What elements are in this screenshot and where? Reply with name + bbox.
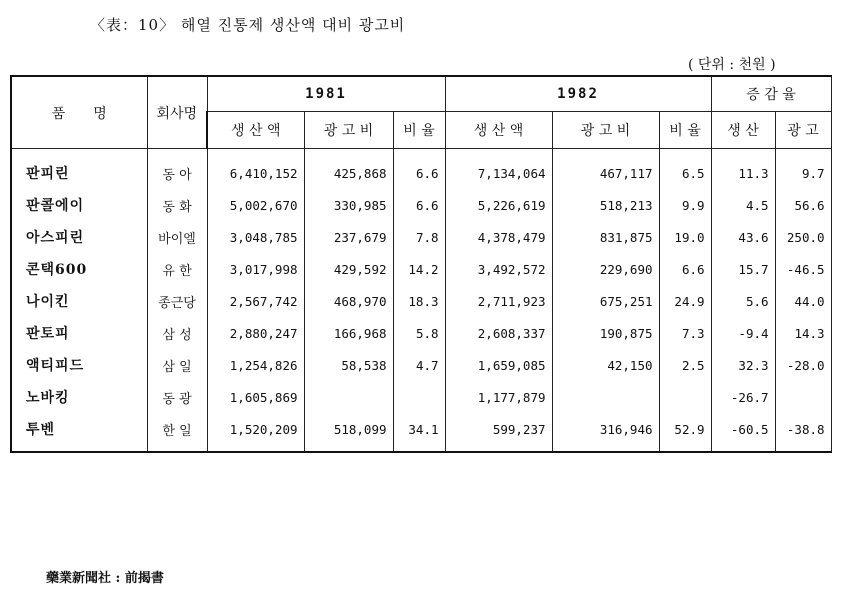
cell-production-1981: 3,048,785	[207, 221, 304, 253]
cell-company: 바이엘	[147, 221, 207, 253]
cell-product: 나이킨	[11, 285, 147, 317]
header-production-1981: 생 산 액	[207, 112, 304, 149]
cell-ratio-1982: 19.0	[659, 221, 711, 253]
cell-product: 콘택600	[11, 253, 147, 285]
cell-production-1982: 5,226,619	[445, 189, 552, 221]
cell-company: 한 일	[147, 413, 207, 452]
cell-product: 판피린	[11, 149, 147, 190]
table-row	[11, 349, 831, 381]
unit-label: ( 단위 : 천원 )	[688, 57, 776, 73]
cell-production-1982: 599,237	[445, 413, 552, 452]
cell-production-1981: 2,880,247	[207, 317, 304, 349]
cell-product: 아스피린	[11, 221, 147, 253]
table-row	[11, 189, 831, 221]
cell-ad-cost-1981: 237,679	[304, 221, 393, 253]
table-title: 〈表：10〉 해열 진통제 생산액 대비 광고비	[90, 16, 406, 34]
cell-ratio-1982: 6.5	[659, 149, 711, 190]
cell-change-production: -60.5	[711, 413, 775, 452]
cell-ad-cost-1981: 468,970	[304, 285, 393, 317]
cell-change-production: 43.6	[711, 221, 775, 253]
table-row	[11, 285, 831, 317]
cell-product: 판토피	[11, 317, 147, 349]
cell-change-ad: 250.0	[775, 221, 831, 253]
cell-change-ad: 56.6	[775, 189, 831, 221]
cell-change-production: 15.7	[711, 253, 775, 285]
cell-ratio-1981: 6.6	[393, 149, 445, 190]
cell-product: 판콜에이	[11, 189, 147, 221]
cell-company: 삼 일	[147, 349, 207, 381]
cell-production-1981: 1,605,869	[207, 381, 304, 413]
cell-production-1981: 2,567,742	[207, 285, 304, 317]
source-note: 藥業新聞社 : 前揭書	[46, 571, 164, 586]
cell-production-1981: 6,410,152	[207, 149, 304, 190]
cell-production-1982: 7,134,064	[445, 149, 552, 190]
cell-production-1982: 2,608,337	[445, 317, 552, 349]
cell-ad-cost-1982: 42,150	[552, 349, 659, 381]
table-row	[11, 221, 831, 253]
cell-production-1981: 5,002,670	[207, 189, 304, 221]
cell-change-production: -26.7	[711, 381, 775, 413]
header-ratio-1981: 비 율	[393, 112, 445, 149]
cell-ad-cost-1981	[304, 381, 393, 413]
header-product: 품 명	[11, 76, 147, 149]
header-ad-cost-1981: 광 고 비	[304, 112, 393, 149]
cell-ad-cost-1981: 518,099	[304, 413, 393, 452]
cell-production-1981: 3,017,998	[207, 253, 304, 285]
cell-ratio-1982: 9.9	[659, 189, 711, 221]
header-change-ad: 광 고	[775, 112, 831, 149]
cell-change-ad: -28.0	[775, 349, 831, 381]
cell-change-ad: 14.3	[775, 317, 831, 349]
cell-company: 삼 성	[147, 317, 207, 349]
cell-change-production: -9.4	[711, 317, 775, 349]
cell-production-1981: 1,254,826	[207, 349, 304, 381]
cell-production-1981: 1,520,209	[207, 413, 304, 452]
cell-ratio-1982: 24.9	[659, 285, 711, 317]
cell-production-1982: 3,492,572	[445, 253, 552, 285]
cell-change-ad	[775, 381, 831, 413]
cell-company: 동 화	[147, 189, 207, 221]
cell-ratio-1982	[659, 381, 711, 413]
cell-ad-cost-1981: 425,868	[304, 149, 393, 190]
cell-ratio-1981: 6.6	[393, 189, 445, 221]
cell-ad-cost-1982: 316,946	[552, 413, 659, 452]
table-row	[11, 149, 831, 190]
table-row	[11, 413, 831, 452]
cell-change-ad: 44.0	[775, 285, 831, 317]
cell-ratio-1982: 6.6	[659, 253, 711, 285]
cell-ratio-1981: 18.3	[393, 285, 445, 317]
cell-ratio-1982: 7.3	[659, 317, 711, 349]
cell-ad-cost-1982: 190,875	[552, 317, 659, 349]
cell-ad-cost-1982: 467,117	[552, 149, 659, 190]
cell-company: 동 광	[147, 381, 207, 413]
cell-ratio-1981: 14.2	[393, 253, 445, 285]
cell-company: 동 아	[147, 149, 207, 190]
cell-change-production: 4.5	[711, 189, 775, 221]
cell-ad-cost-1982: 518,213	[552, 189, 659, 221]
cell-ad-cost-1981: 58,538	[304, 349, 393, 381]
cell-change-production: 5.6	[711, 285, 775, 317]
table-row	[11, 317, 831, 349]
header-change-production: 생 산	[711, 112, 775, 149]
cell-company: 종근당	[147, 285, 207, 317]
cell-product: 액티피드	[11, 349, 147, 381]
cell-ad-cost-1981: 330,985	[304, 189, 393, 221]
cell-change-ad: -46.5	[775, 253, 831, 285]
header-year-1982: 1982	[445, 76, 711, 112]
cell-change-production: 32.3	[711, 349, 775, 381]
header-year-1981: 1981	[207, 76, 445, 112]
cell-production-1982: 4,378,479	[445, 221, 552, 253]
cell-ad-cost-1982: 229,690	[552, 253, 659, 285]
cell-ratio-1981: 34.1	[393, 413, 445, 452]
cell-ad-cost-1982: 675,251	[552, 285, 659, 317]
cell-product: 노바킹	[11, 381, 147, 413]
cell-ratio-1981: 4.7	[393, 349, 445, 381]
cell-production-1982: 1,659,085	[445, 349, 552, 381]
table-row	[11, 253, 831, 285]
header-change-rate: 증 감 율	[711, 76, 831, 112]
cell-ad-cost-1981: 429,592	[304, 253, 393, 285]
cell-ratio-1981: 7.8	[393, 221, 445, 253]
cell-production-1982: 2,711,923	[445, 285, 552, 317]
header-company: 회사명	[147, 76, 207, 149]
cell-change-production: 11.3	[711, 149, 775, 190]
cell-product: 투벤	[11, 413, 147, 452]
cell-ad-cost-1981: 166,968	[304, 317, 393, 349]
cell-ratio-1981	[393, 381, 445, 413]
cell-production-1982: 1,177,879	[445, 381, 552, 413]
header-ad-cost-1982: 광 고 비	[552, 112, 659, 149]
data-table	[10, 75, 832, 453]
cell-change-ad: -38.8	[775, 413, 831, 452]
cell-ad-cost-1982	[552, 381, 659, 413]
header-ratio-1982: 비 율	[659, 112, 711, 149]
table-row	[11, 381, 831, 413]
header-production-1982: 생 산 액	[445, 112, 552, 149]
cell-change-ad: 9.7	[775, 149, 831, 190]
cell-ratio-1982: 52.9	[659, 413, 711, 452]
cell-ad-cost-1982: 831,875	[552, 221, 659, 253]
cell-ratio-1981: 5.8	[393, 317, 445, 349]
table-body	[11, 149, 831, 453]
cell-ratio-1982: 2.5	[659, 349, 711, 381]
cell-company: 유 한	[147, 253, 207, 285]
